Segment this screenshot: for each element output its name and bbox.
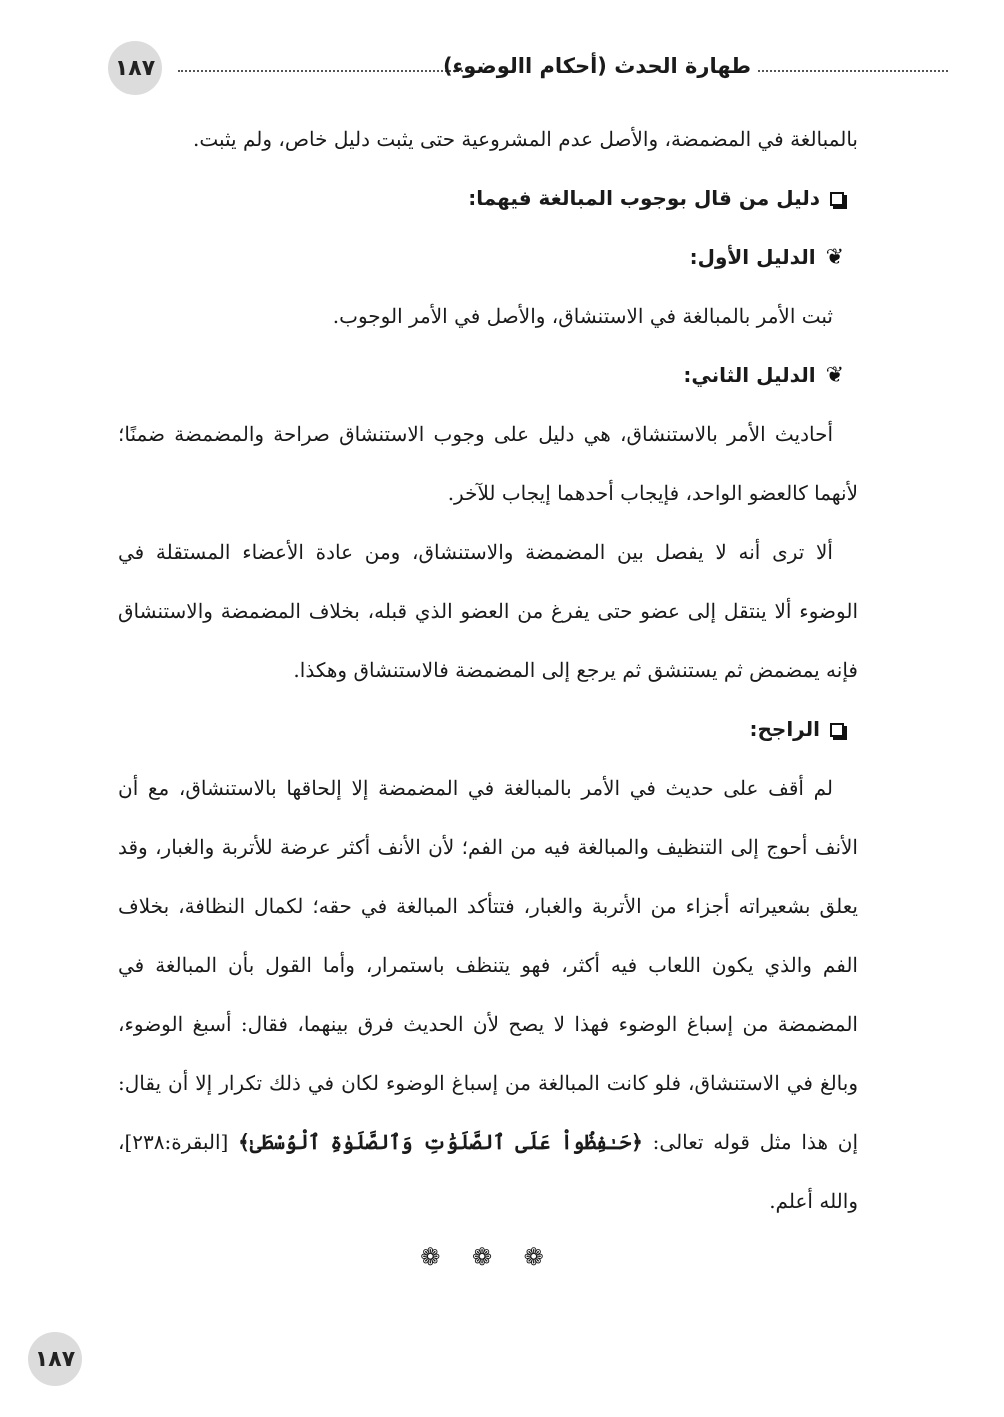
square-bullet-icon — [830, 192, 844, 206]
paragraph-3: أحاديث الأمر بالاستنشاق، هي دليل على وجوب الاستنشاق صراحة والمضمضة ضمنًا؛ لأنهما كالعضو الواحد، فإيجاب أحدهما إيجاب للآخر. — [118, 422, 858, 505]
quran-verse: ﴿حَـٰفِظُواْ عَلَى ٱلصَّلَوَٰتِ وَٱلصَّلَوٰةِ ٱلْوُسْطَىٰ﴾ — [238, 1130, 643, 1154]
section-separator-stars: ❁ ❁ ❁ — [420, 1243, 556, 1271]
leaf-ornament-icon: ❦ — [825, 363, 844, 388]
paragraph-4: ألا ترى أنه لا يفصل بين المضمضة والاستنشاق، ومن عادة الأعضاء المستقلة في الوضوء ألا ينتقل إلى عضو حتى يفرغ من العضو الذي قبله، بخلاف المضمضة والاستنشاق فإنه يمضمض ثم يستنشق ثم يرجع إلى المضمضة فالاستنشاق وهكذا. — [118, 540, 858, 682]
paragraph-2: ثبت الأمر بالمبالغة في الاستنشاق، والأصل في الأمر الوجوب. — [332, 304, 833, 328]
page-body — [118, 110, 858, 1277]
subheading-text: الدليل الأول: — [689, 245, 816, 269]
running-title: طهارة الحدث (أحكام االوضوء) — [442, 54, 751, 78]
subheading-first-evidence — [118, 228, 858, 287]
section-heading-evidence — [118, 169, 858, 228]
footer-page-number: ١٨٧ — [28, 1332, 82, 1386]
subheading-second-evidence — [118, 346, 858, 405]
header-page-number: ١٨٧ — [108, 41, 162, 95]
heading-text: الراجح: — [749, 717, 820, 741]
dotted-divider-left — [178, 70, 463, 72]
square-bullet-icon — [830, 723, 844, 737]
page-header — [108, 40, 848, 96]
dotted-divider-right — [758, 70, 948, 72]
leaf-ornament-icon: ❦ — [825, 245, 844, 270]
paragraph-5-text: لم أقف على حديث في الأمر بالمبالغة في المضمضة إلا إلحاقها بالاستنشاق، مع أن الأنف أحوج إلى التنظيف والمبالغة فيه من الفم؛ لأن الأنف أكثر عرضة للأتربة والغبار، وقد يعلق بشعيراته أجزاء من الأتربة والغبار، فتتأكد المبالغة في حقه؛ لكمال النظافة، بخلاف الفم والذي يكون اللعاب فيه أكثر، فهو يتنظف باستمرار، وأما القول بأن المبالغة في المضمضة من إسباغ الوضوء فهذا لا يصح لأن الحديث فرق بينهما، فقال: أسبغ الوضوء، وبالغ في الاستنشاق، فلو كانت المبالغة من إسباغ الوضوء لكان في ذلك تكرار إلا أن يقال: إن هذا مثل قوله تعالى: — [118, 776, 858, 1154]
paragraph-5 — [118, 759, 858, 1231]
paragraph-1: بالمبالغة في المضمضة، والأصل عدم المشروعية حتى يثبت دليل خاص، ولم يثبت. — [192, 127, 858, 151]
verse-reference: [البقرة:٢٣٨]، والله أعلم. — [118, 1130, 858, 1213]
subheading-text: الدليل الثاني: — [683, 363, 816, 387]
heading-text: دليل من قال بوجوب المبالغة فيهما: — [468, 186, 820, 210]
section-heading-preferred — [118, 700, 858, 759]
